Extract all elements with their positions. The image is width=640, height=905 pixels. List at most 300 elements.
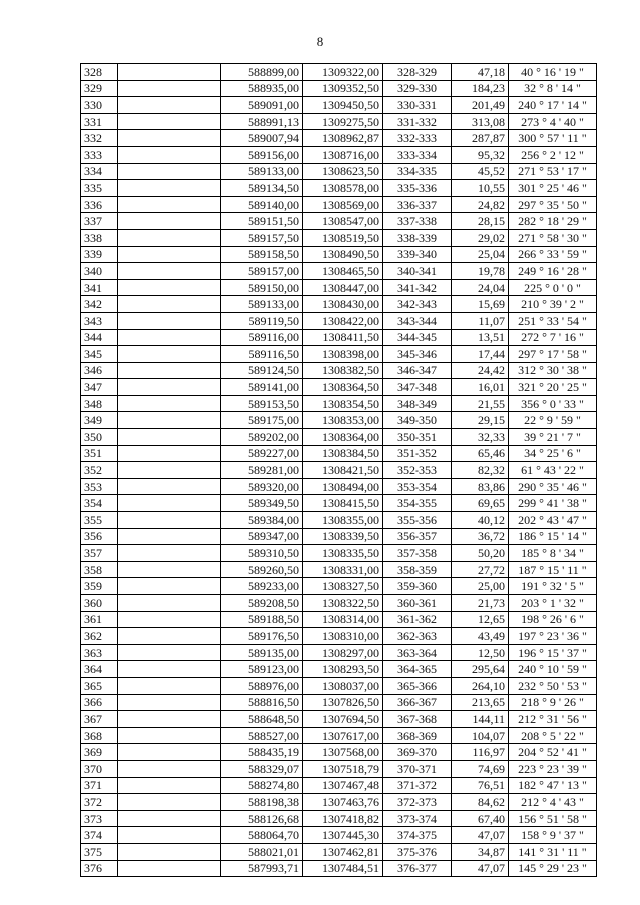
y-coordinate-cell: 1308494,00 <box>303 478 383 495</box>
bearing-cell: 282 ° 18 ' 29 " <box>509 213 597 230</box>
y-coordinate-cell: 1308447,00 <box>303 279 383 296</box>
length-cell: 32,33 <box>452 429 509 446</box>
point-number-cell: 339 <box>81 246 118 263</box>
x-coordinate-cell: 588064,70 <box>221 827 303 844</box>
point-number-cell: 375 <box>81 843 118 860</box>
y-coordinate-cell: 1308716,00 <box>303 146 383 163</box>
point-number-cell: 338 <box>81 229 118 246</box>
bearing-cell: 223 ° 23 ' 39 " <box>509 760 597 777</box>
blank-cell <box>118 495 221 512</box>
segment-cell: 363-364 <box>383 644 452 661</box>
x-coordinate-cell: 589208,50 <box>221 595 303 612</box>
y-coordinate-cell: 1309322,00 <box>303 64 383 81</box>
blank-cell <box>118 213 221 230</box>
page-number: 8 <box>316 34 324 49</box>
segment-cell: 361-362 <box>383 611 452 628</box>
table-row <box>81 279 597 296</box>
bearing-cell: 271 ° 53 ' 17 " <box>509 163 597 180</box>
length-cell: 47,07 <box>452 860 509 877</box>
x-coordinate-cell: 589133,00 <box>221 163 303 180</box>
segment-cell: 372-373 <box>383 794 452 811</box>
segment-cell: 369-370 <box>383 744 452 761</box>
y-coordinate-cell: 1308962,87 <box>303 130 383 147</box>
length-cell: 50,20 <box>452 545 509 562</box>
point-number-cell: 337 <box>81 213 118 230</box>
segment-cell: 344-345 <box>383 329 452 346</box>
bearing-cell: 232 ° 50 ' 53 " <box>509 677 597 694</box>
x-coordinate-cell: 589151,50 <box>221 213 303 230</box>
x-coordinate-cell: 589119,50 <box>221 312 303 329</box>
y-coordinate-cell: 1308339,50 <box>303 528 383 545</box>
y-coordinate-cell: 1307418,82 <box>303 810 383 827</box>
length-cell: 29,15 <box>452 412 509 429</box>
point-number-cell: 361 <box>81 611 118 628</box>
blank-cell <box>118 246 221 263</box>
length-cell: 116,97 <box>452 744 509 761</box>
table-row <box>81 528 597 545</box>
length-cell: 213,65 <box>452 694 509 711</box>
segment-cell: 359-360 <box>383 578 452 595</box>
x-coordinate-cell: 588021,01 <box>221 843 303 860</box>
table-row <box>81 163 597 180</box>
bearing-cell: 198 ° 26 ' 6 " <box>509 611 597 628</box>
bearing-cell: 271 ° 58 ' 30 " <box>509 229 597 246</box>
point-number-cell: 360 <box>81 595 118 612</box>
table-row <box>81 478 597 495</box>
x-coordinate-cell: 589116,50 <box>221 346 303 363</box>
segment-cell: 335-336 <box>383 180 452 197</box>
y-coordinate-cell: 1308519,50 <box>303 229 383 246</box>
x-coordinate-cell: 589156,00 <box>221 146 303 163</box>
table-row <box>81 146 597 163</box>
table-row <box>81 346 597 363</box>
segment-cell: 334-335 <box>383 163 452 180</box>
x-coordinate-cell: 589310,50 <box>221 545 303 562</box>
point-number-cell: 352 <box>81 462 118 479</box>
bearing-cell: 156 ° 51 ' 58 " <box>509 810 597 827</box>
point-number-cell: 367 <box>81 711 118 728</box>
point-number-cell: 365 <box>81 677 118 694</box>
length-cell: 11,07 <box>452 312 509 329</box>
length-cell: 69,65 <box>452 495 509 512</box>
blank-cell <box>118 644 221 661</box>
segment-cell: 345-346 <box>383 346 452 363</box>
blank-cell <box>118 346 221 363</box>
point-number-cell: 332 <box>81 130 118 147</box>
length-cell: 24,42 <box>452 362 509 379</box>
length-cell: 82,32 <box>452 462 509 479</box>
table-row <box>81 727 597 744</box>
bearing-cell: 187 ° 15 ' 11 " <box>509 561 597 578</box>
x-coordinate-cell: 589233,00 <box>221 578 303 595</box>
length-cell: 28,15 <box>452 213 509 230</box>
point-number-cell: 344 <box>81 329 118 346</box>
length-cell: 21,73 <box>452 595 509 612</box>
point-number-cell: 340 <box>81 263 118 280</box>
segment-cell: 347-348 <box>383 379 452 396</box>
table-row <box>81 379 597 396</box>
bearing-cell: 39 ° 21 ' 7 " <box>509 429 597 446</box>
segment-cell: 367-368 <box>383 711 452 728</box>
x-coordinate-cell: 589150,00 <box>221 279 303 296</box>
length-cell: 21,55 <box>452 395 509 412</box>
y-coordinate-cell: 1308382,50 <box>303 362 383 379</box>
point-number-cell: 357 <box>81 545 118 562</box>
y-coordinate-cell: 1308422,00 <box>303 312 383 329</box>
y-coordinate-cell: 1307826,50 <box>303 694 383 711</box>
coordinates-table <box>80 63 597 877</box>
table-row <box>81 462 597 479</box>
bearing-cell: 240 ° 17 ' 14 " <box>509 97 597 114</box>
point-number-cell: 334 <box>81 163 118 180</box>
x-coordinate-cell: 589175,00 <box>221 412 303 429</box>
y-coordinate-cell: 1309450,50 <box>303 97 383 114</box>
blank-cell <box>118 843 221 860</box>
segment-cell: 375-376 <box>383 843 452 860</box>
length-cell: 264,10 <box>452 677 509 694</box>
x-coordinate-cell: 589320,00 <box>221 478 303 495</box>
length-cell: 45,52 <box>452 163 509 180</box>
point-number-cell: 346 <box>81 362 118 379</box>
blank-cell <box>118 80 221 97</box>
blank-cell <box>118 97 221 114</box>
bearing-cell: 210 ° 39 ' 2 " <box>509 296 597 313</box>
blank-cell <box>118 611 221 628</box>
length-cell: 65,46 <box>452 445 509 462</box>
table-row <box>81 611 597 628</box>
y-coordinate-cell: 1309352,50 <box>303 80 383 97</box>
y-coordinate-cell: 1307617,00 <box>303 727 383 744</box>
segment-cell: 346-347 <box>383 362 452 379</box>
table-row <box>81 395 597 412</box>
point-number-cell: 362 <box>81 628 118 645</box>
bearing-cell: 212 ° 4 ' 43 " <box>509 794 597 811</box>
table-row <box>81 512 597 529</box>
blank-cell <box>118 760 221 777</box>
blank-cell <box>118 777 221 794</box>
x-coordinate-cell: 588527,00 <box>221 727 303 744</box>
blank-cell <box>118 180 221 197</box>
length-cell: 34,87 <box>452 843 509 860</box>
bearing-cell: 197 ° 23 ' 36 " <box>509 628 597 645</box>
x-coordinate-cell: 589153,50 <box>221 395 303 412</box>
table-row <box>81 130 597 147</box>
bearing-cell: 61 ° 43 ' 22 " <box>509 462 597 479</box>
segment-cell: 350-351 <box>383 429 452 446</box>
segment-cell: 340-341 <box>383 263 452 280</box>
x-coordinate-cell: 589116,00 <box>221 329 303 346</box>
segment-cell: 366-367 <box>383 694 452 711</box>
y-coordinate-cell: 1307518,79 <box>303 760 383 777</box>
bearing-cell: 256 ° 2 ' 12 " <box>509 146 597 163</box>
table-row <box>81 64 597 81</box>
x-coordinate-cell: 589188,50 <box>221 611 303 628</box>
bearing-cell: 301 ° 25 ' 46 " <box>509 180 597 197</box>
length-cell: 43,49 <box>452 628 509 645</box>
segment-cell: 374-375 <box>383 827 452 844</box>
blank-cell <box>118 794 221 811</box>
blank-cell <box>118 229 221 246</box>
y-coordinate-cell: 1308578,00 <box>303 180 383 197</box>
y-coordinate-cell: 1308569,00 <box>303 196 383 213</box>
table-row <box>81 843 597 860</box>
length-cell: 201,49 <box>452 97 509 114</box>
blank-cell <box>118 263 221 280</box>
length-cell: 287,87 <box>452 130 509 147</box>
segment-cell: 358-359 <box>383 561 452 578</box>
bearing-cell: 158 ° 9 ' 37 " <box>509 827 597 844</box>
blank-cell <box>118 279 221 296</box>
x-coordinate-cell: 589384,00 <box>221 512 303 529</box>
blank-cell <box>118 677 221 694</box>
bearing-cell: 32 ° 8 ' 14 " <box>509 80 597 97</box>
y-coordinate-cell: 1307694,50 <box>303 711 383 728</box>
table-row <box>81 229 597 246</box>
bearing-cell: 191 ° 32 ' 5 " <box>509 578 597 595</box>
point-number-cell: 333 <box>81 146 118 163</box>
y-coordinate-cell: 1308465,50 <box>303 263 383 280</box>
table-row <box>81 777 597 794</box>
length-cell: 36,72 <box>452 528 509 545</box>
bearing-cell: 202 ° 43 ' 47 " <box>509 512 597 529</box>
x-coordinate-cell: 589157,50 <box>221 229 303 246</box>
point-number-cell: 341 <box>81 279 118 296</box>
point-number-cell: 368 <box>81 727 118 744</box>
blank-cell <box>118 661 221 678</box>
point-number-cell: 364 <box>81 661 118 678</box>
segment-cell: 365-366 <box>383 677 452 694</box>
segment-cell: 355-356 <box>383 512 452 529</box>
blank-cell <box>118 113 221 130</box>
bearing-cell: 145 ° 29 ' 23 " <box>509 860 597 877</box>
table-row <box>81 827 597 844</box>
bearing-cell: 218 ° 9 ' 26 " <box>509 694 597 711</box>
segment-cell: 341-342 <box>383 279 452 296</box>
segment-cell: 370-371 <box>383 760 452 777</box>
blank-cell <box>118 163 221 180</box>
point-number-cell: 336 <box>81 196 118 213</box>
x-coordinate-cell: 589091,00 <box>221 97 303 114</box>
y-coordinate-cell: 1308297,00 <box>303 644 383 661</box>
point-number-cell: 351 <box>81 445 118 462</box>
blank-cell <box>118 727 221 744</box>
x-coordinate-cell: 587993,71 <box>221 860 303 877</box>
x-coordinate-cell: 589140,00 <box>221 196 303 213</box>
point-number-cell: 335 <box>81 180 118 197</box>
point-number-cell: 356 <box>81 528 118 545</box>
length-cell: 19,78 <box>452 263 509 280</box>
bearing-cell: 141 ° 31 ' 11 " <box>509 843 597 860</box>
y-coordinate-cell: 1308353,00 <box>303 412 383 429</box>
point-number-cell: 363 <box>81 644 118 661</box>
point-number-cell: 371 <box>81 777 118 794</box>
length-cell: 12,50 <box>452 644 509 661</box>
point-number-cell: 331 <box>81 113 118 130</box>
table-row <box>81 97 597 114</box>
length-cell: 144,11 <box>452 711 509 728</box>
table-row <box>81 196 597 213</box>
table-row <box>81 561 597 578</box>
y-coordinate-cell: 1309275,50 <box>303 113 383 130</box>
segment-cell: 331-332 <box>383 113 452 130</box>
point-number-cell: 328 <box>81 64 118 81</box>
y-coordinate-cell: 1308327,50 <box>303 578 383 595</box>
segment-cell: 376-377 <box>383 860 452 877</box>
point-number-cell: 330 <box>81 97 118 114</box>
x-coordinate-cell: 589007,94 <box>221 130 303 147</box>
segment-cell: 364-365 <box>383 661 452 678</box>
length-cell: 25,04 <box>452 246 509 263</box>
point-number-cell: 359 <box>81 578 118 595</box>
table-row <box>81 644 597 661</box>
segment-cell: 353-354 <box>383 478 452 495</box>
table-row <box>81 595 597 612</box>
bearing-cell: 182 ° 47 ' 13 " <box>509 777 597 794</box>
length-cell: 74,69 <box>452 760 509 777</box>
y-coordinate-cell: 1308310,00 <box>303 628 383 645</box>
blank-cell <box>118 146 221 163</box>
segment-cell: 368-369 <box>383 727 452 744</box>
point-number-cell: 366 <box>81 694 118 711</box>
point-number-cell: 372 <box>81 794 118 811</box>
segment-cell: 351-352 <box>383 445 452 462</box>
x-coordinate-cell: 588126,68 <box>221 810 303 827</box>
bearing-cell: 297 ° 35 ' 50 " <box>509 196 597 213</box>
x-coordinate-cell: 588648,50 <box>221 711 303 728</box>
point-number-cell: 354 <box>81 495 118 512</box>
blank-cell <box>118 545 221 562</box>
y-coordinate-cell: 1308293,50 <box>303 661 383 678</box>
point-number-cell: 358 <box>81 561 118 578</box>
segment-cell: 354-355 <box>383 495 452 512</box>
blank-cell <box>118 512 221 529</box>
length-cell: 15,69 <box>452 296 509 313</box>
x-coordinate-cell: 588329,07 <box>221 760 303 777</box>
y-coordinate-cell: 1308037,00 <box>303 677 383 694</box>
segment-cell: 330-331 <box>383 97 452 114</box>
bearing-cell: 185 ° 8 ' 34 " <box>509 545 597 562</box>
x-coordinate-cell: 589349,50 <box>221 495 303 512</box>
segment-cell: 348-349 <box>383 395 452 412</box>
blank-cell <box>118 528 221 545</box>
y-coordinate-cell: 1308421,50 <box>303 462 383 479</box>
table-row <box>81 312 597 329</box>
blank-cell <box>118 744 221 761</box>
bearing-cell: 196 ° 15 ' 37 " <box>509 644 597 661</box>
x-coordinate-cell: 588816,50 <box>221 694 303 711</box>
x-coordinate-cell: 589158,50 <box>221 246 303 263</box>
blank-cell <box>118 312 221 329</box>
x-coordinate-cell: 589133,00 <box>221 296 303 313</box>
blank-cell <box>118 395 221 412</box>
bearing-cell: 249 ° 16 ' 28 " <box>509 263 597 280</box>
point-number-cell: 373 <box>81 810 118 827</box>
bearing-cell: 272 ° 7 ' 16 " <box>509 329 597 346</box>
length-cell: 76,51 <box>452 777 509 794</box>
x-coordinate-cell: 589347,00 <box>221 528 303 545</box>
point-number-cell: 355 <box>81 512 118 529</box>
point-number-cell: 370 <box>81 760 118 777</box>
bearing-cell: 203 ° 1 ' 32 " <box>509 595 597 612</box>
segment-cell: 373-374 <box>383 810 452 827</box>
segment-cell: 336-337 <box>383 196 452 213</box>
point-number-cell: 350 <box>81 429 118 446</box>
length-cell: 17,44 <box>452 346 509 363</box>
bearing-cell: 22 ° 9 ' 59 " <box>509 412 597 429</box>
y-coordinate-cell: 1308398,00 <box>303 346 383 363</box>
blank-cell <box>118 827 221 844</box>
blank-cell <box>118 694 221 711</box>
y-coordinate-cell: 1308364,50 <box>303 379 383 396</box>
segment-cell: 342-343 <box>383 296 452 313</box>
x-coordinate-cell: 589157,00 <box>221 263 303 280</box>
length-cell: 47,07 <box>452 827 509 844</box>
length-cell: 295,64 <box>452 661 509 678</box>
bearing-cell: 300 ° 57 ' 11 " <box>509 130 597 147</box>
table-row <box>81 445 597 462</box>
bearing-cell: 34 ° 25 ' 6 " <box>509 445 597 462</box>
y-coordinate-cell: 1308322,50 <box>303 595 383 612</box>
x-coordinate-cell: 589141,00 <box>221 379 303 396</box>
bearing-cell: 266 ° 33 ' 59 " <box>509 246 597 263</box>
segment-cell: 362-363 <box>383 628 452 645</box>
y-coordinate-cell: 1307462,81 <box>303 843 383 860</box>
blank-cell <box>118 296 221 313</box>
length-cell: 10,55 <box>452 180 509 197</box>
segment-cell: 338-339 <box>383 229 452 246</box>
y-coordinate-cell: 1307445,30 <box>303 827 383 844</box>
point-number-cell: 348 <box>81 395 118 412</box>
y-coordinate-cell: 1308364,00 <box>303 429 383 446</box>
segment-cell: 333-334 <box>383 146 452 163</box>
point-number-cell: 374 <box>81 827 118 844</box>
blank-cell <box>118 412 221 429</box>
x-coordinate-cell: 589124,50 <box>221 362 303 379</box>
blank-cell <box>118 196 221 213</box>
x-coordinate-cell: 589281,00 <box>221 462 303 479</box>
table-row <box>81 80 597 97</box>
x-coordinate-cell: 588976,00 <box>221 677 303 694</box>
length-cell: 184,23 <box>452 80 509 97</box>
bearing-cell: 297 ° 17 ' 58 " <box>509 346 597 363</box>
point-number-cell: 349 <box>81 412 118 429</box>
length-cell: 104,07 <box>452 727 509 744</box>
blank-cell <box>118 462 221 479</box>
blank-cell <box>118 860 221 877</box>
table-row <box>81 412 597 429</box>
table-row <box>81 296 597 313</box>
length-cell: 313,08 <box>452 113 509 130</box>
length-cell: 67,40 <box>452 810 509 827</box>
table-row <box>81 362 597 379</box>
blank-cell <box>118 810 221 827</box>
table-row <box>81 213 597 230</box>
y-coordinate-cell: 1307467,48 <box>303 777 383 794</box>
bearing-cell: 186 ° 15 ' 14 " <box>509 528 597 545</box>
table-row <box>81 180 597 197</box>
y-coordinate-cell: 1308415,50 <box>303 495 383 512</box>
segment-cell: 357-358 <box>383 545 452 562</box>
y-coordinate-cell: 1308623,50 <box>303 163 383 180</box>
point-number-cell: 345 <box>81 346 118 363</box>
length-cell: 47,18 <box>452 64 509 81</box>
y-coordinate-cell: 1308384,50 <box>303 445 383 462</box>
table-row <box>81 495 597 512</box>
blank-cell <box>118 130 221 147</box>
blank-cell <box>118 379 221 396</box>
length-cell: 16,01 <box>452 379 509 396</box>
table-row <box>81 760 597 777</box>
